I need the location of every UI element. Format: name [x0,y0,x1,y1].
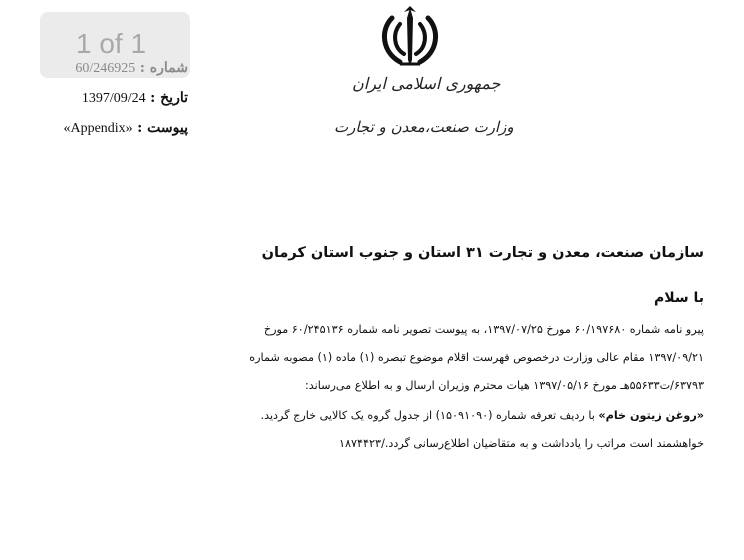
letter-number [75,60,188,77]
emblem-line-2: وزارت صنعت،معدن و تجارت [334,118,514,136]
body-line-4-rest: با ردیف تعرفه شماره (۱۵۰۹۱۰۹۰) از جدول گروه یک کالایی خارج گردید. [260,409,599,422]
letter-attachment [63,120,188,137]
letter-date-value: 1397/09/24 [81,91,146,106]
product-name: «روغن زیتون خام» [598,409,704,422]
body-line-5: خواهشمند است مراتب را یادداشت و به متقاضیان اطلاع‌رسانی گردد./۱۸۷۴۴۲۳ [339,437,704,450]
emblem-line-1: جمهوری اسلامی ایران [352,74,501,93]
greeting: با سلام [653,290,704,306]
letter-number-label: شماره : [139,60,188,76]
iran-emblem-icon [378,4,442,70]
letter-date [82,90,188,107]
recipient-title: سازمان صنعت، معدن و تجارت ۳۱ استان و جنوب استان کرمان [261,245,704,261]
page-indicator-text: 1 of 1 [76,28,147,59]
body-line-1: پیرو نامه شماره ۶۰/۱۹۷۶۸۰ مورخ ۱۳۹۷/۰۷/۲۵، به پیوست تصویر نامه شماره ۶۰/۲۴۵۱۳۶ مورخ [263,323,704,336]
body-line-4 [261,409,704,422]
letter-attachment-label: پیوست : [137,120,188,136]
letter-attachment-value: «Appendix» [63,121,133,136]
letter-number-value: 60/246925 [75,61,136,76]
body-line-3: ۶۳۷۹۳/ت۵۵۶۳۳هـ مورخ ۱۳۹۷/۰۵/۱۶ هیات محترم وزیران ارسال و به اطلاع می‌رساند: [304,379,704,392]
body-line-2: ۱۳۹۷/۰۹/۲۱ مقام عالی وزارت درخصوص فهرست اقلام موضوع تبصره (۱) ماده (۱) مصوبه شماره [249,351,704,364]
letter-date-label: تاریخ : [150,90,188,106]
